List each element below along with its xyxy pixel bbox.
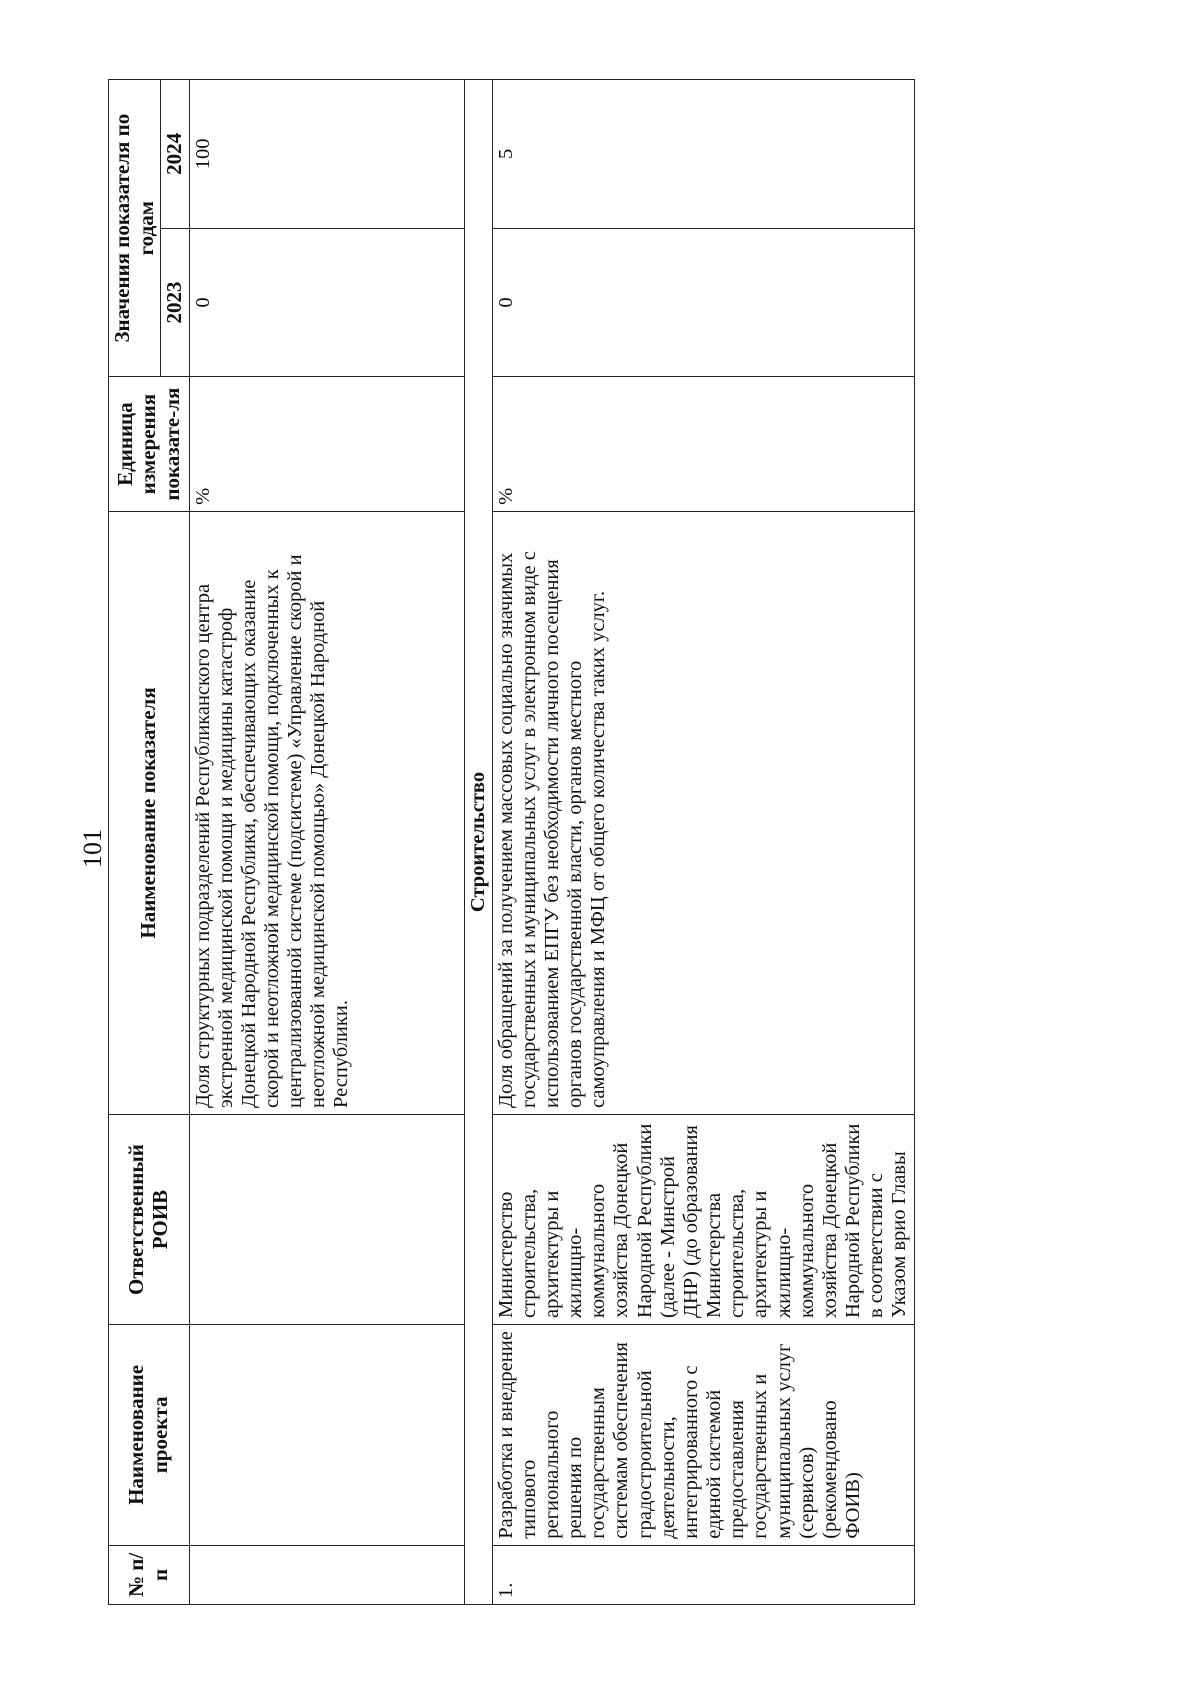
header-values-group: Значения показателя по годам (109, 80, 161, 377)
cell-project (189, 1325, 464, 1546)
header-num: № п/п (109, 1545, 190, 1604)
table-row-continued (189, 80, 464, 1605)
cell-roiv (189, 1115, 464, 1325)
header-year-2023: 2023 (161, 228, 190, 377)
table-row (492, 80, 914, 1605)
cell-value-2024: 5 (492, 80, 914, 229)
header-year-2024: 2024 (161, 80, 190, 229)
cell-unit: % (492, 377, 914, 512)
header-roiv: Ответственный РОИВ (109, 1115, 190, 1325)
header-project: Наименование проекта (109, 1325, 190, 1546)
cell-roiv: Министерство строительства, архитектуры и жилищно-коммунального хозяйства Донецкой Народной Республики (далее - Минстрой ДНР) (до образования Министерства строительства, архитектуры и жилищно-коммунального хозяйства Донецкой Народной Республики в соответствии с Указом врио Главы (492, 1115, 914, 1325)
page-number: 101 (78, 829, 107, 868)
header-indicator: Наименование показателя (109, 511, 190, 1114)
cell-unit: % (189, 377, 464, 512)
cell-project: Разработка и внедрение типового регионального решения по государственным системам обеспечения градостроительной деятельности, интегрированного с единой системой предоставления государственных и муниципальных услуг (сервисов) (рекомендовано ФОИВ) (492, 1325, 914, 1546)
cell-num: 1. (492, 1545, 914, 1604)
cell-value-2023: 0 (189, 228, 464, 377)
cell-value-2023: 0 (492, 228, 914, 377)
indicators-table (108, 79, 915, 1605)
section-row (464, 80, 492, 1605)
section-title: Строительство (464, 80, 492, 1605)
header-row (109, 80, 161, 1605)
cell-indicator: Доля структурных подразделений Республиканского центра экстренной медицинской помощи и медицины катастроф Донецкой Народной Республики, обеспечивающих оказание скорой и неотложной медицинской помощи, подключенных к централизованной системе (подсистеме) «Управление скорой и неотложной медицинской помощью» Донецкой Народной Республики. (189, 511, 464, 1114)
cell-value-2024: 100 (189, 80, 464, 229)
indicators-table-container (108, 79, 1074, 1605)
cell-indicator: Доля обращений за получением массовых социально значимых государственных и муниципальных услуг в электронном виде с использованием ЕПГУ без необходимости личного посещения органов государственной власти, органов местного самоуправления и МФЦ от общего количества таких услуг. (492, 511, 914, 1114)
header-unit: Единица измерения показате-ля (109, 377, 190, 512)
cell-num (189, 1545, 464, 1604)
